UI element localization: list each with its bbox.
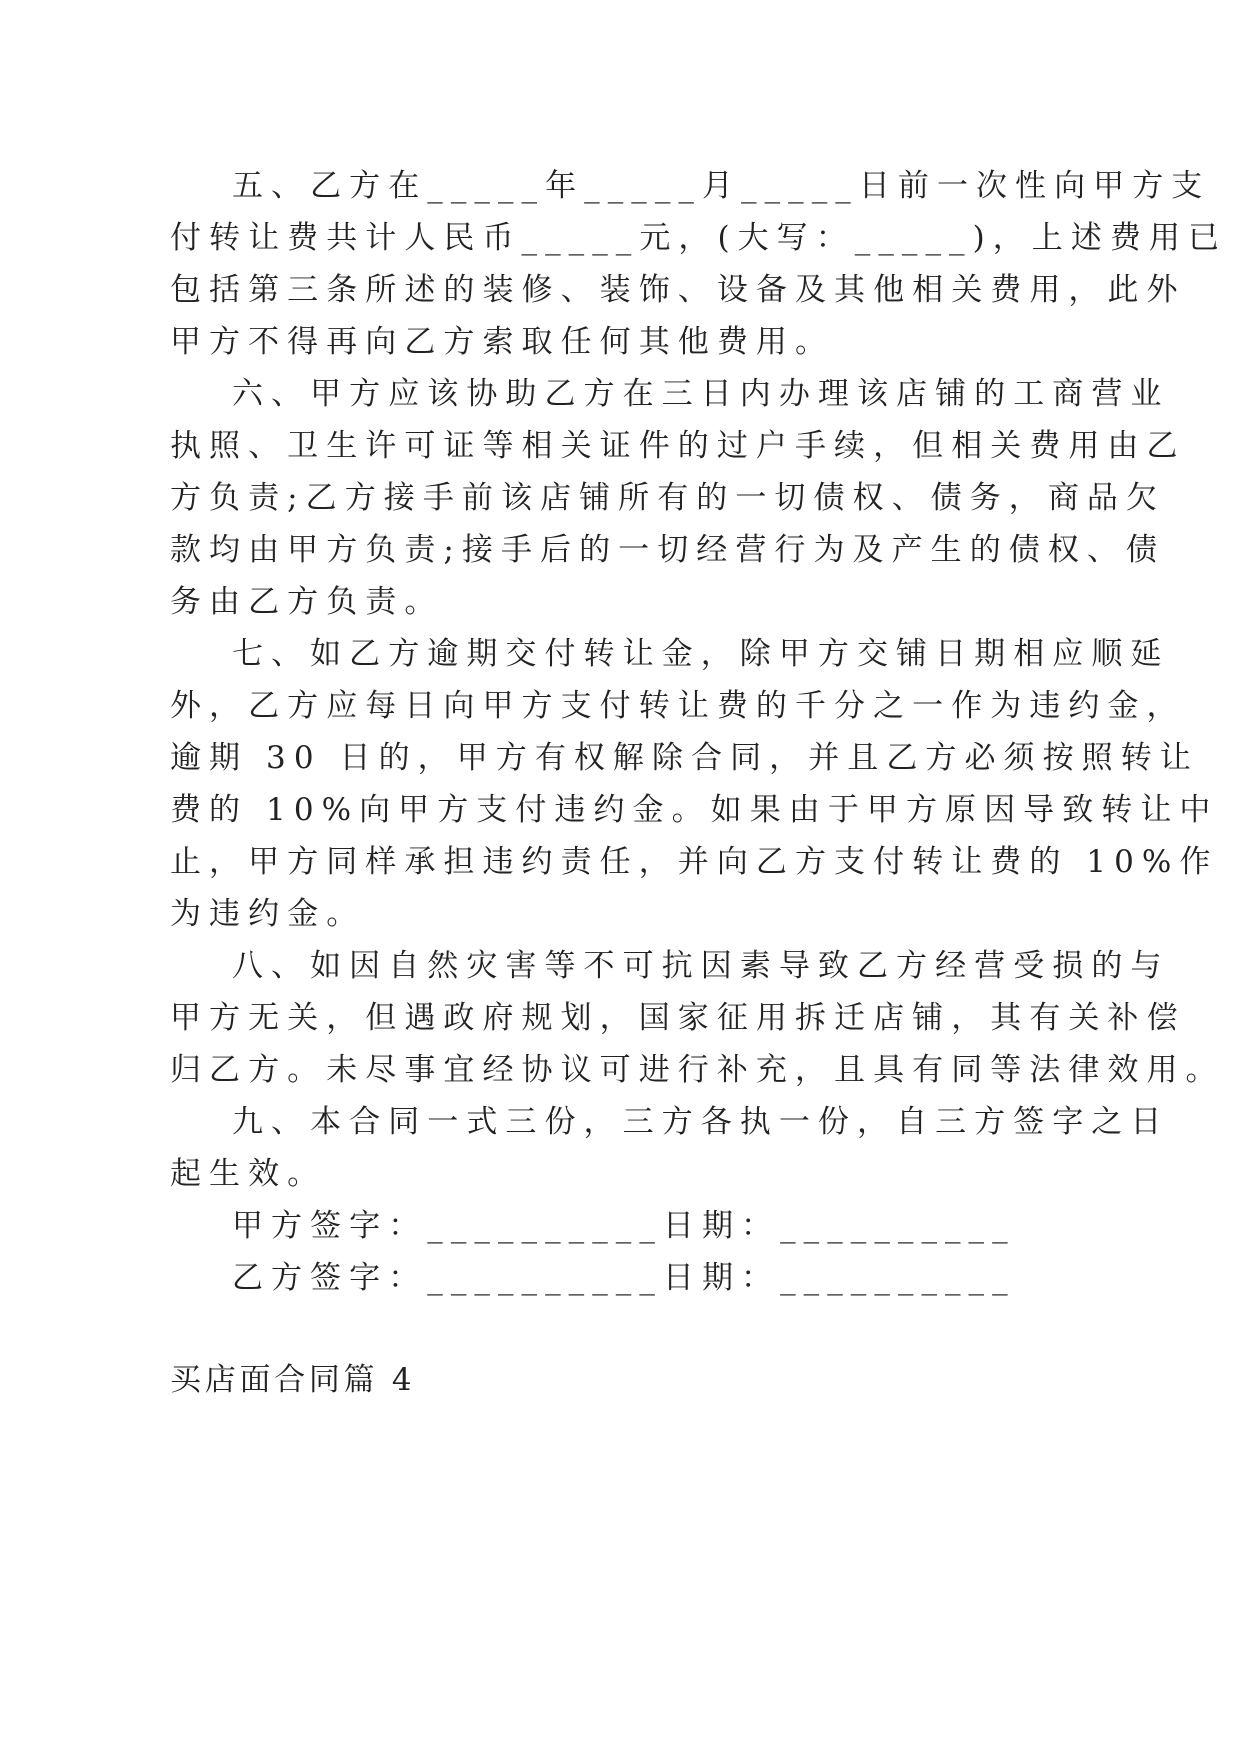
clause-7-line-4: 费的 10%向甲方支付违约金。如果由于甲方原因导致转让中 <box>170 792 1219 828</box>
clause-8-line-2: 甲方无关，但遇政府规划，国家征用拆迁店铺，其有关补偿 <box>170 1000 1186 1036</box>
section-heading: 买店面合同篇 4 <box>170 1362 416 1398</box>
clause-6-line-3: 方负责;乙方接手前该店铺所有的一切债权、债务，商品欠 <box>170 480 1166 516</box>
clause-9-line-1: 九、本合同一式三份，三方各执一份，自三方签字之日 <box>232 1104 1170 1140</box>
party-b-signature-line: 乙方签字：__________日期：__________ <box>232 1260 1016 1296</box>
clause-8-line-3: 归乙方。未尽事宜经协议可进行补充，且具有同等法律效用。 <box>170 1052 1225 1088</box>
clause-7-line-2: 外，乙方应每日向甲方支付转让费的千分之一作为违约金， <box>170 688 1186 724</box>
clause-9-line-2: 起生效。 <box>170 1156 327 1192</box>
clause-5-line-3: 包括第三条所述的装修、装饰、设备及其他相关费用，此外 <box>170 272 1186 308</box>
clause-8-line-1: 八、如因自然灾害等不可抗因素导致乙方经营受损的与 <box>232 948 1170 984</box>
clause-5-line-4: 甲方不得再向乙方索取任何其他费用。 <box>170 324 835 360</box>
clause-6-line-1: 六、甲方应该协助乙方在三日内办理该店铺的工商营业 <box>232 376 1170 412</box>
clause-5-line-1: 五、乙方在_____年_____月_____日前一次性向甲方支 <box>232 168 1211 204</box>
clause-6-line-5: 务由乙方负责。 <box>170 584 444 620</box>
clause-7-line-3: 逾期 30 日的，甲方有权解除合同，并且乙方必须按照转让 <box>170 740 1199 776</box>
clause-7-line-5: 止，甲方同样承担违约责任，并向乙方支付转让费的 10%作 <box>170 844 1219 880</box>
clause-6-line-2: 执照、卫生许可证等相关证件的过户手续，但相关费用由乙 <box>170 428 1186 464</box>
clause-5-line-2: 付转让费共计人民币_____元，(大写：_____)，上述费用已 <box>170 220 1228 256</box>
party-a-signature-line: 甲方签字：__________日期：__________ <box>232 1208 1016 1244</box>
clause-7-line-6: 为违约金。 <box>170 896 366 932</box>
clause-7-line-1: 七、如乙方逾期交付转让金，除甲方交铺日期相应顺延 <box>232 636 1170 672</box>
clause-6-line-4: 款均由甲方负责;接手后的一切经营行为及产生的债权、债 <box>170 532 1166 568</box>
